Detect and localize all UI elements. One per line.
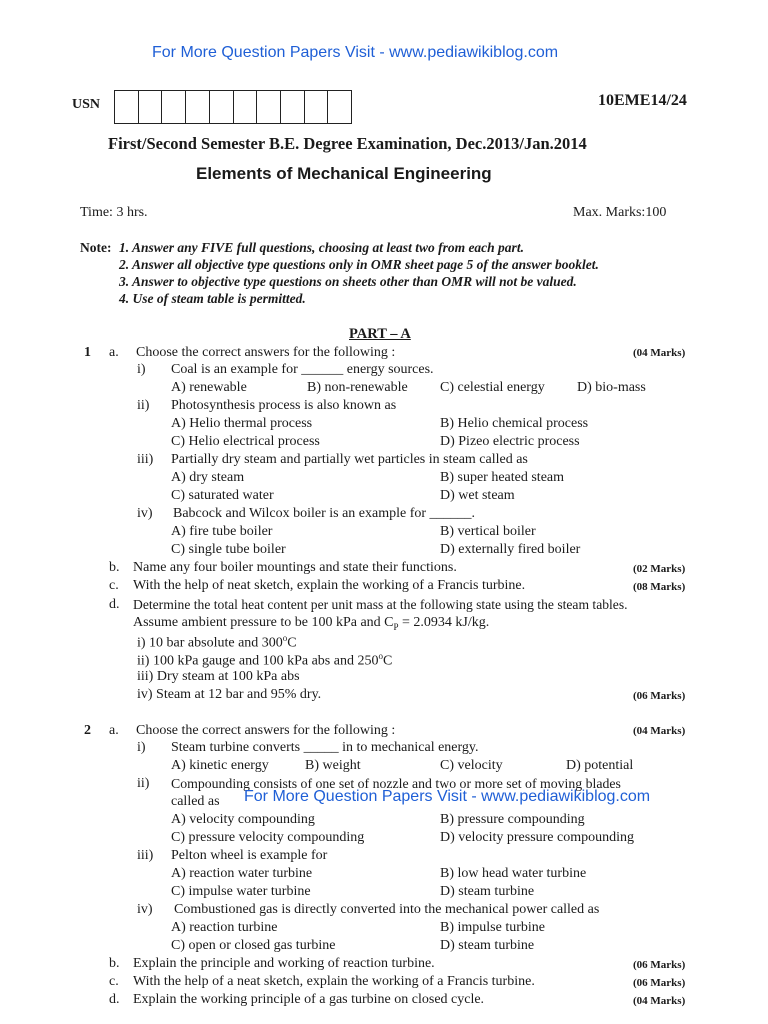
question-text: Choose the correct answers for the following :	[136, 723, 396, 738]
sub-label: b.	[109, 560, 120, 575]
exam-title: First/Second Semester B.E. Degree Examination, Dec.2013/Jan.2014	[108, 134, 587, 153]
mcq-option: C) open or closed gas turbine	[171, 938, 336, 953]
mcq-option: A) Helio thermal process	[171, 416, 313, 431]
question-text: Name any four boiler mountings and state their functions.	[133, 560, 457, 575]
usn-cell	[281, 91, 305, 123]
note-2: 2. Answer all objective type questions only in OMR sheet page 5 of the answer booklet.	[119, 257, 599, 272]
marks: (06 Marks)	[633, 959, 686, 971]
mcq-option: A) fire tube boiler	[171, 524, 273, 539]
sub-label: d.	[109, 992, 120, 1007]
usn-cell	[328, 91, 351, 123]
question-text: Explain the working principle of a gas turbine on closed cycle.	[133, 992, 485, 1007]
subject-code: 10EME14/24	[598, 92, 687, 109]
mcq-option: C) impulse water turbine	[171, 884, 311, 899]
sub-part: iii) Dry steam at 100 kPa abs	[137, 669, 300, 684]
subject-title: Elements of Mechanical Engineering	[196, 164, 492, 183]
usn-cell	[186, 91, 210, 123]
usn-cell	[210, 91, 234, 123]
usn-label: USN	[72, 97, 101, 112]
mcq-label: iii)	[137, 848, 154, 863]
question-text: Choose the correct answers for the following :	[136, 345, 396, 360]
usn-cell	[305, 91, 329, 123]
mcq-text: Compounding consists of one set of nozzle and two or more set of moving blades	[171, 776, 621, 791]
mcq-option: B) vertical boiler	[440, 524, 536, 539]
mcq-option: D) steam turbine	[440, 884, 535, 899]
mcq-text: Steam turbine converts _____ in to mechanical energy.	[171, 740, 479, 755]
mcq-text: Partially dry steam and partially wet particles in steam called as	[171, 452, 528, 467]
mcq-option: D) wet steam	[440, 488, 515, 503]
mcq-option: B) impulse turbine	[440, 920, 545, 935]
sub-part: ii) 100 kPa gauge and 100 kPa abs and 250$^o$C	[137, 651, 393, 669]
question-number: 1	[84, 345, 91, 360]
mcq-label: iii)	[137, 452, 154, 467]
mcq-label: ii)	[137, 776, 150, 791]
mcq-option: C) saturated water	[171, 488, 274, 503]
mcq-option: A) reaction water turbine	[171, 866, 313, 881]
mcq-label: iv)	[137, 506, 153, 521]
sub-label: d.	[109, 597, 120, 612]
marks: (04 Marks)	[633, 347, 686, 359]
time-allowed: Time: 3 hrs.	[80, 205, 148, 220]
mcq-option: C) pressure velocity compounding	[171, 830, 365, 845]
mcq-text: Combustioned gas is directly converted into the mechanical power called as	[174, 902, 600, 917]
mcq-option: D) bio-mass	[577, 380, 646, 395]
mcq-label: ii)	[137, 398, 150, 413]
sub-part: i) 10 bar absolute and 300$^o$C	[137, 633, 297, 651]
mcq-option: D) potential	[566, 758, 634, 773]
sub-label: b.	[109, 956, 120, 971]
mcq-option: B) non-renewable	[307, 380, 408, 395]
question-number: 2	[84, 723, 91, 738]
note-4: 4. Use of steam table is permitted.	[119, 291, 306, 306]
question-text-line2: Assume ambient pressure to be 100 kPa and $C_P = 2.0934$ kJ/kg.	[133, 615, 490, 632]
marks: (08 Marks)	[633, 581, 686, 593]
mcq-option: B) super heated steam	[440, 470, 565, 485]
mcq-option: D) externally fired boiler	[440, 542, 581, 557]
mcq-option: B) Helio chemical process	[440, 416, 589, 431]
mcq-option: A) renewable	[171, 380, 247, 395]
mcq-text-line2: called as	[171, 794, 220, 809]
sub-label: c.	[109, 578, 119, 593]
mcq-option: C) velocity	[440, 758, 503, 773]
sub-label: a.	[109, 723, 119, 738]
question-text: Determine the total heat content per unit mass at the following state using the steam tables.	[133, 597, 628, 612]
note-1: 1. Answer any FIVE full questions, choosing at least two from each part.	[119, 240, 524, 255]
mcq-option: A) velocity compounding	[171, 812, 315, 827]
marks: (06 Marks)	[633, 690, 686, 702]
marks: (02 Marks)	[633, 563, 686, 575]
max-marks: Max. Marks:100	[573, 205, 667, 220]
question-text: Explain the principle and working of reaction turbine.	[133, 956, 435, 971]
mcq-option: A) kinetic energy	[171, 758, 269, 773]
mcq-label: i)	[137, 362, 146, 377]
note-label: Note:	[80, 240, 112, 255]
usn-cell	[257, 91, 281, 123]
mcq-option: B) pressure compounding	[440, 812, 585, 827]
sub-part: iv) Steam at 12 bar and 95% dry.	[137, 687, 322, 702]
marks: (04 Marks)	[633, 995, 686, 1007]
mcq-option: D) velocity pressure compounding	[440, 830, 635, 845]
question-text: With the help of a neat sketch, explain the working of a Francis turbine.	[133, 974, 535, 989]
marks: (06 Marks)	[633, 977, 686, 989]
mcq-option: C) Helio electrical process	[171, 434, 320, 449]
sub-label: c.	[109, 974, 119, 989]
mcq-option: B) low head water turbine	[440, 866, 587, 881]
usn-cell	[162, 91, 186, 123]
part-a-heading: PART – A	[349, 326, 411, 342]
website-banner: For More Question Papers Visit - www.pediawikiblog.com	[152, 44, 559, 61]
website-banner: For More Question Papers Visit - www.pediawikiblog.com	[244, 788, 651, 805]
mcq-label: i)	[137, 740, 146, 755]
usn-cell	[139, 91, 163, 123]
mcq-text: Photosynthesis process is also known as	[171, 398, 397, 413]
usn-cell	[115, 91, 139, 123]
mcq-option: A) dry steam	[171, 470, 245, 485]
mcq-label: iv)	[137, 902, 153, 917]
mcq-text: Babcock and Wilcox boiler is an example for ______.	[173, 506, 476, 521]
mcq-option: D) steam turbine	[440, 938, 535, 953]
marks: (04 Marks)	[633, 725, 686, 737]
usn-cell	[234, 91, 258, 123]
mcq-option: A) reaction turbine	[171, 920, 278, 935]
note-3: 3. Answer to objective type questions on sheets other than OMR will not be valued.	[119, 274, 577, 289]
mcq-option: B) weight	[305, 758, 361, 773]
mcq-option: D) Pizeo electric process	[440, 434, 580, 449]
mcq-text: Coal is an example for ______ energy sources.	[171, 362, 434, 377]
mcq-option: C) celestial energy	[440, 380, 545, 395]
mcq-option: C) single tube boiler	[171, 542, 286, 557]
mcq-text: Pelton wheel is example for	[171, 848, 328, 863]
sub-label: a.	[109, 345, 119, 360]
usn-input-boxes	[114, 90, 352, 124]
question-text: With the help of neat sketch, explain the working of a Francis turbine.	[133, 578, 526, 593]
